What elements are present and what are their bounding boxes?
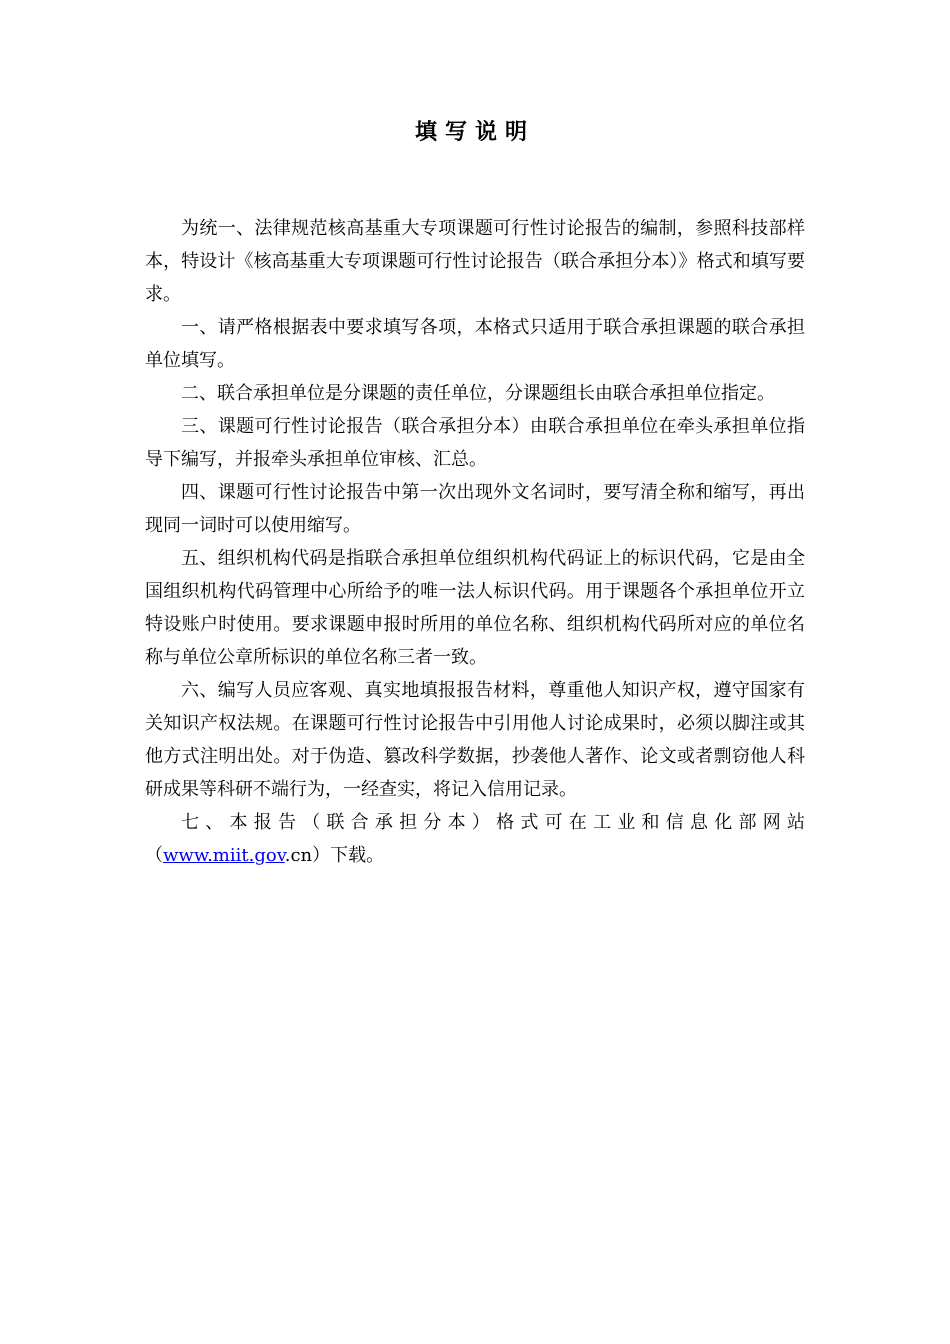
page-title: 填写说明 xyxy=(414,120,535,145)
instruction-item-7-continued xyxy=(145,839,805,872)
intro-paragraph: 为统一、法律规范核高基重大专项课题可行性讨论报告的编制，参照科技部样本，特设计《核高基重大专项课题可行性讨论报告（联合承担分本）》格式和填写要求。 xyxy=(145,218,805,305)
instruction-item-7-text: 七、本报告（联合承担分本）格式可在工业和信息化部网站 xyxy=(181,812,805,833)
instruction-item-1: 一、请严格根据表中要求填写各项，本格式只适用于联合承担课题的联合承担单位填写。 xyxy=(145,317,805,371)
instruction-item-4: 四、课题可行性讨论报告中第一次出现外文名词时，要写清全称和缩写，再出现同一词时可以使用缩写。 xyxy=(145,482,805,536)
open-paren: （ xyxy=(145,845,163,866)
instruction-item-6: 六、编写人员应客观、真实地填报报告材料，尊重他人知识产权，遵守国家有关知识产权法规。在课题可行性讨论报告中引用他人讨论成果时，必须以脚注或其他方式注明出处。对于伪造、篡改科学数据，抄袭他人著作、论文或者剽窃他人科研成果等科研不端行为，一经查实，将记入信用记录。 xyxy=(145,680,805,800)
instruction-item-7 xyxy=(145,806,805,839)
document-page xyxy=(145,118,805,872)
instruction-item-2: 二、联合承担单位是分课题的责任单位，分课题组长由联合承担单位指定。 xyxy=(181,383,775,404)
instruction-item-5: 五、组织机构代码是指联合承担单位组织机构代码证上的标识代码，它是由全国组织机构代码管理中心所给予的唯一法人标识代码。用于课题各个承担单位开立特设账户时使用。要求课题申报时所用的单位名称、组织机构代码所对应的单位名称与单位公章所标识的单位名称三者一致。 xyxy=(145,548,805,668)
instruction-item-3: 三、课题可行性讨论报告（联合承担分本）由联合承担单位在牵头承担单位指导下编写，并报牵头承担单位审核、汇总。 xyxy=(145,416,805,470)
link-suffix: .cn）下载。 xyxy=(284,845,385,866)
miit-website-link[interactable]: www.miit.gov xyxy=(163,845,285,866)
